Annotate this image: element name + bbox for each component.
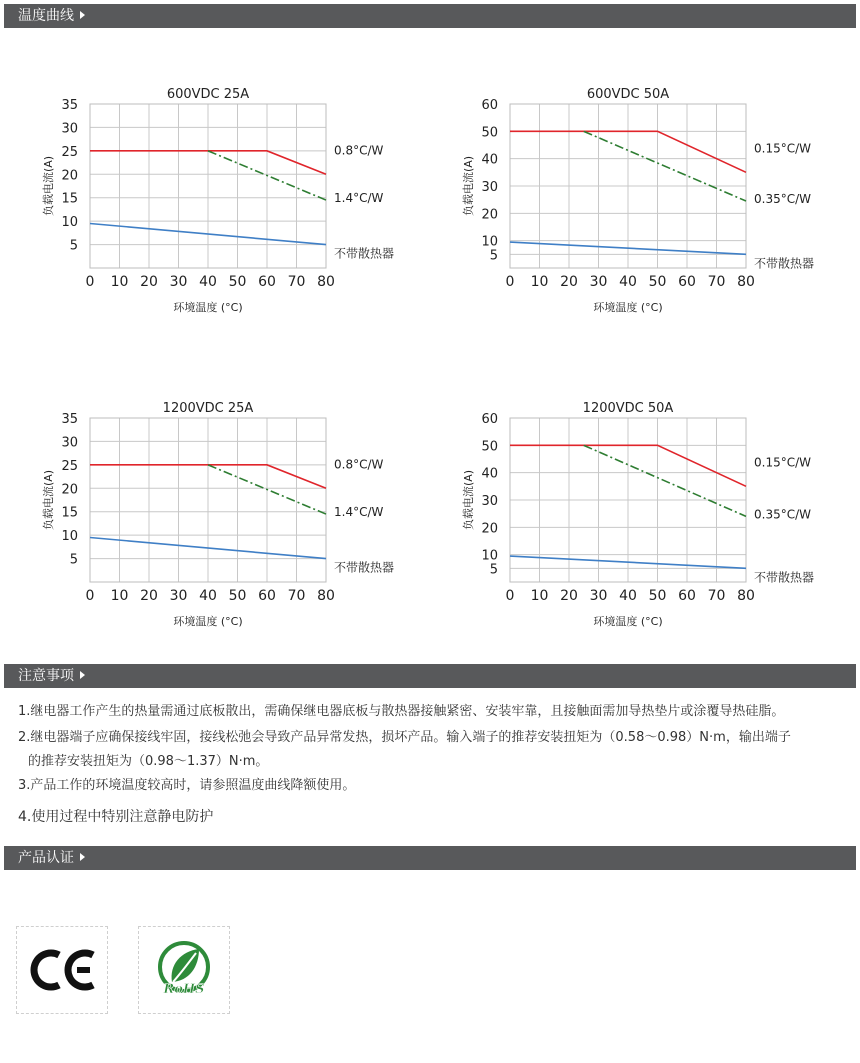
chart-600vdc-50a: [460, 84, 840, 320]
x-tick-label: 70: [287, 274, 306, 290]
y-axis-label: 负载电流(A): [42, 155, 55, 217]
y-tick-label: 35: [61, 412, 78, 427]
chart-title: 600VDC 25A: [166, 87, 250, 102]
x-tick-label: 0: [85, 274, 95, 290]
x-tick-label: 80: [317, 588, 335, 604]
y-tick-label: 50: [481, 125, 498, 141]
x-tick-label: 30: [169, 274, 188, 290]
y-tick-label: 40: [481, 152, 498, 168]
series-line: [584, 445, 746, 516]
x-tick-label: 20: [560, 274, 578, 290]
series-label: 0.8°C/W: [334, 143, 384, 158]
x-tick-label: 40: [199, 588, 217, 604]
x-tick-label: 40: [619, 588, 637, 604]
x-tick-label: 80: [737, 588, 755, 604]
y-axis-label: 负载电流(A): [462, 155, 475, 217]
series-label: 1.4°C/W: [334, 505, 384, 520]
series-label: 0.8°C/W: [334, 457, 384, 472]
series-label: 不带散热器: [754, 570, 815, 585]
x-tick-label: 80: [317, 274, 335, 290]
x-tick-label: 30: [589, 274, 608, 290]
y-tick-label: 10: [61, 215, 78, 231]
note-item: 2.继电器端子应确保接线牢固，接线松弛会导致产品异常发热，损坏产品。输入端子的推荐安装扭矩为（0.58～0.98）N·m，输出端子: [18, 730, 791, 745]
x-tick-label: 70: [287, 588, 306, 604]
note-item: 1.继电器工作产生的热量需通过底板散出，需确保继电器底板与散热器接触紧密、安装牢靠，且接触面需加导热垫片或涂覆导热硅脂。: [18, 704, 785, 719]
x-tick-label: 50: [648, 588, 667, 604]
x-tick-label: 70: [707, 274, 726, 290]
section-title: 温度曲线: [18, 8, 74, 24]
y-tick-label: 10: [481, 548, 498, 564]
y-tick-label: 30: [61, 435, 78, 451]
x-tick-label: 80: [737, 274, 755, 290]
series-label: 0.35°C/W: [754, 192, 812, 207]
y-tick-label: 25: [61, 144, 78, 160]
series-line: [584, 131, 746, 201]
y-tick-label: 60: [481, 98, 498, 113]
x-axis-label: 环境温度 (°C): [593, 615, 663, 628]
y-tick-label: 20: [61, 482, 78, 498]
y-tick-label: 20: [481, 207, 498, 223]
x-tick-label: 20: [140, 588, 158, 604]
x-tick-label: 60: [258, 588, 276, 604]
x-axis-label: 环境温度 (°C): [173, 301, 243, 314]
series-label: 1.4°C/W: [334, 191, 384, 206]
x-tick-label: 10: [530, 588, 549, 604]
note-item: 4.使用过程中特别注意静电防护: [18, 809, 214, 825]
section-header-certification: [4, 846, 856, 870]
chart-title: 1200VDC 50A: [582, 401, 674, 416]
note-item-continuation: 的推荐安装扭矩为（0.98～1.37）N·m。: [28, 754, 269, 769]
x-axis-label: 环境温度 (°C): [173, 615, 243, 628]
x-tick-label: 40: [199, 274, 217, 290]
y-tick-label: 30: [481, 494, 498, 509]
x-tick-label: 60: [678, 274, 696, 290]
section-header-temperature-curve: [4, 4, 856, 28]
x-axis-label: 环境温度 (°C): [593, 301, 663, 314]
rohs-text: RoHS: [163, 982, 205, 997]
x-tick-label: 40: [619, 274, 637, 290]
y-tick-label: 40: [481, 466, 498, 482]
rohs-leaf-icon: [139, 927, 229, 1013]
x-tick-label: 60: [258, 274, 276, 290]
series-label: 不带散热器: [334, 246, 395, 261]
y-tick-label: 25: [61, 458, 78, 474]
y-tick-label: 5: [489, 562, 498, 578]
x-tick-label: 60: [678, 588, 696, 604]
y-tick-label: 50: [481, 439, 498, 455]
chart-title: 1200VDC 25A: [162, 401, 254, 416]
section-title: 注意事项: [18, 668, 74, 684]
series-label: 0.35°C/W: [754, 507, 812, 522]
series-label: 不带散热器: [754, 256, 815, 271]
x-tick-label: 50: [228, 588, 247, 604]
series-label: 0.15°C/W: [754, 141, 812, 156]
y-tick-label: 20: [61, 168, 78, 184]
caret-right-icon: [80, 11, 85, 19]
chart-1200vdc-25a: [40, 398, 420, 638]
y-tick-label: 60: [481, 412, 498, 427]
y-axis-label: 负载电流(A): [42, 469, 55, 531]
section-header-notes: [4, 664, 856, 688]
rohs-certification-badge: [138, 926, 230, 1014]
ce-certification-badge: [16, 926, 108, 1014]
y-tick-label: 35: [61, 98, 78, 113]
x-tick-label: 0: [85, 588, 95, 604]
x-tick-label: 20: [560, 588, 578, 604]
series-label: 0.15°C/W: [754, 455, 812, 470]
x-tick-label: 0: [505, 274, 515, 290]
note-item: 3.产品工作的环境温度较高时，请参照温度曲线降额使用。: [18, 778, 356, 793]
chart-title: 600VDC 50A: [586, 87, 670, 102]
x-tick-label: 50: [228, 274, 247, 290]
y-tick-label: 5: [69, 238, 78, 254]
y-tick-label: 15: [61, 191, 78, 207]
y-tick-label: 30: [61, 121, 78, 137]
x-tick-label: 0: [505, 588, 515, 604]
x-tick-label: 30: [589, 588, 608, 604]
chart-1200vdc-50a: [460, 398, 840, 638]
ce-mark-icon: [17, 927, 107, 1013]
x-tick-label: 20: [140, 274, 158, 290]
y-tick-label: 20: [481, 521, 498, 537]
y-tick-label: 30: [481, 180, 498, 195]
y-axis-label: 负载电流(A): [462, 469, 475, 531]
x-tick-label: 50: [648, 274, 667, 290]
x-tick-label: 10: [530, 274, 549, 290]
section-title: 产品认证: [18, 850, 74, 866]
series-label: 不带散热器: [334, 560, 395, 575]
chart-600vdc-25a: [40, 84, 420, 320]
y-tick-label: 15: [61, 505, 78, 521]
x-tick-label: 10: [110, 588, 129, 604]
x-tick-label: 30: [169, 588, 188, 604]
caret-right-icon: [80, 853, 85, 861]
x-tick-label: 10: [110, 274, 129, 290]
y-tick-label: 10: [481, 234, 498, 250]
y-tick-label: 5: [69, 552, 78, 568]
caret-right-icon: [80, 671, 85, 679]
y-tick-label: 10: [61, 529, 78, 545]
x-tick-label: 70: [707, 588, 726, 604]
y-tick-label: 5: [489, 248, 498, 264]
